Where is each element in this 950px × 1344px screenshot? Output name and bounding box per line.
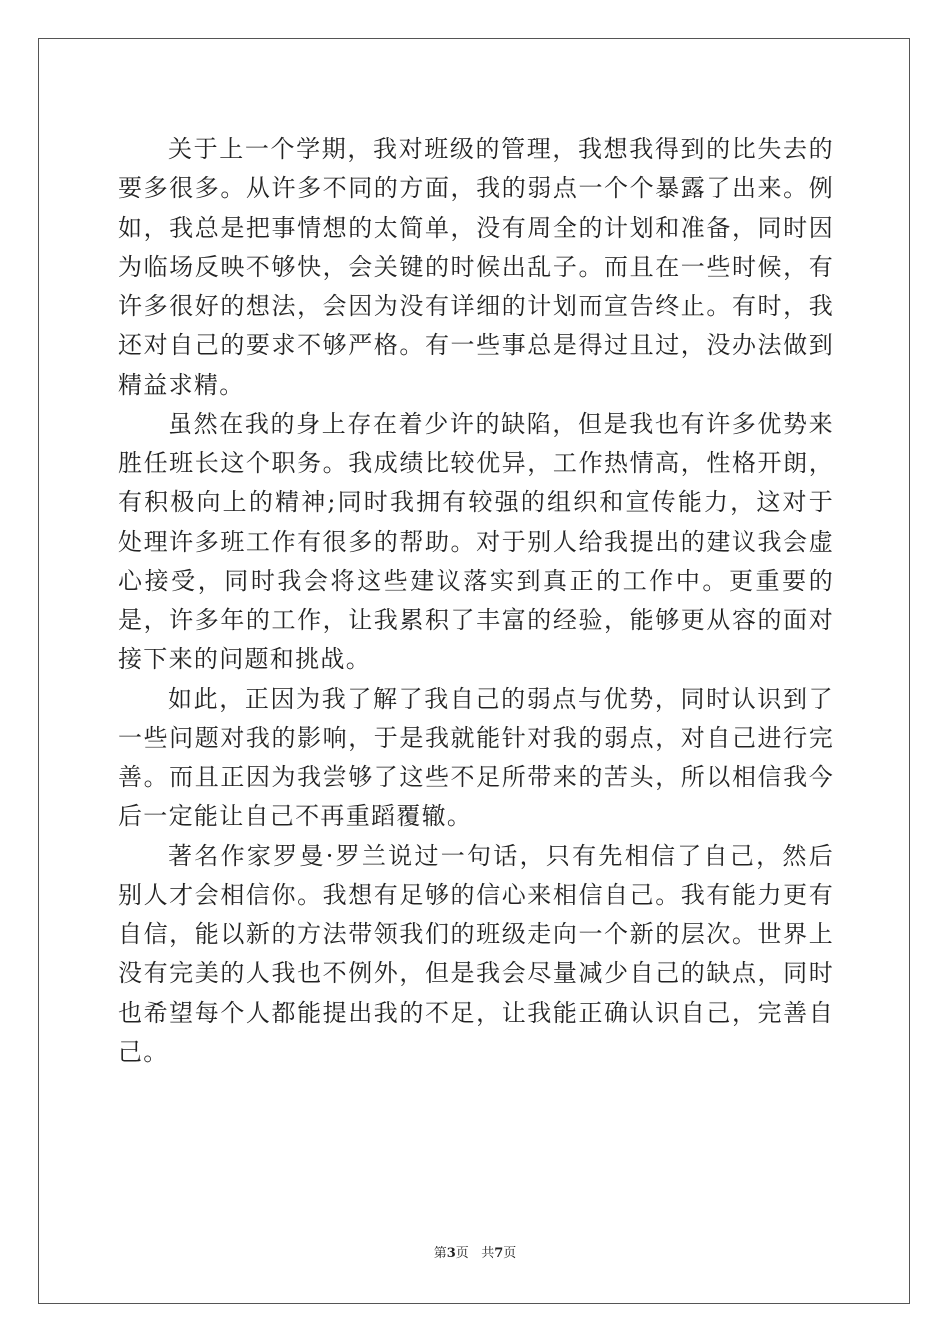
paragraph-2: 虽然在我的身上存在着少许的缺陷，但是我也有许多优势来胜任班长这个职务。我成绩比较优异，工作热情高，性格开朗，有积极向上的精神;同时我拥有较强的组织和宣传能力，这对于处理许多班工作有很多的帮助。对于别人给我提出的建议我会虚心接受，同时我会将这些建议落实到真正的工作中。更重要的是，许多年的工作，让我累积了丰富的经验，能够更从容的面对接下来的问题和挑战。 bbox=[118, 409, 834, 674]
footer-total-suffix: 页 bbox=[503, 1246, 517, 1261]
footer-total-pages: 7 bbox=[494, 1246, 504, 1261]
footer-current-page: 3 bbox=[446, 1246, 456, 1261]
paragraph-3: 如此，正因为我了解了我自己的弱点与优势，同时认识到了一些问题对我的影响，于是我就能针对我的弱点，对自己进行完善。而且正因为我尝够了这些不足所带来的苦头，所以相信我今后一定能让自己不再重蹈覆辙。 bbox=[118, 684, 834, 831]
paragraph-4: 著名作家罗曼·罗兰说过一句话，只有先相信了自己，然后别人才会相信你。我想有足够的信心来相信自己。我有能力更有自信，能以新的方法带领我们的班级走向一个新的层次。世界上没有完美的人我也不例外，但是我会尽量减少自己的缺点，同时也希望每个人都能提出我的不足，让我能正确认识自己，完善自己。 bbox=[118, 841, 834, 1066]
footer-page-prefix: 第 bbox=[433, 1246, 447, 1261]
footer-total-prefix: 共 bbox=[481, 1246, 495, 1261]
paragraph-1: 关于上一个学期，我对班级的管理，我想我得到的比失去的要多很多。从许多不同的方面，我的弱点一个个暴露了出来。例如，我总是把事情想的太简单，没有周全的计划和准备，同时因为临场反映不够快，会关键的时候出乱子。而且在一些时候，有许多很好的想法，会因为没有详细的计划而宣告终止。有时，我还对自己的要求不够严格。有一些事总是得过且过，没办法做到精益求精。 bbox=[118, 135, 834, 399]
document-body bbox=[118, 130, 834, 1072]
page-footer bbox=[0, 1246, 950, 1262]
footer-page-suffix: 页 bbox=[455, 1246, 469, 1261]
